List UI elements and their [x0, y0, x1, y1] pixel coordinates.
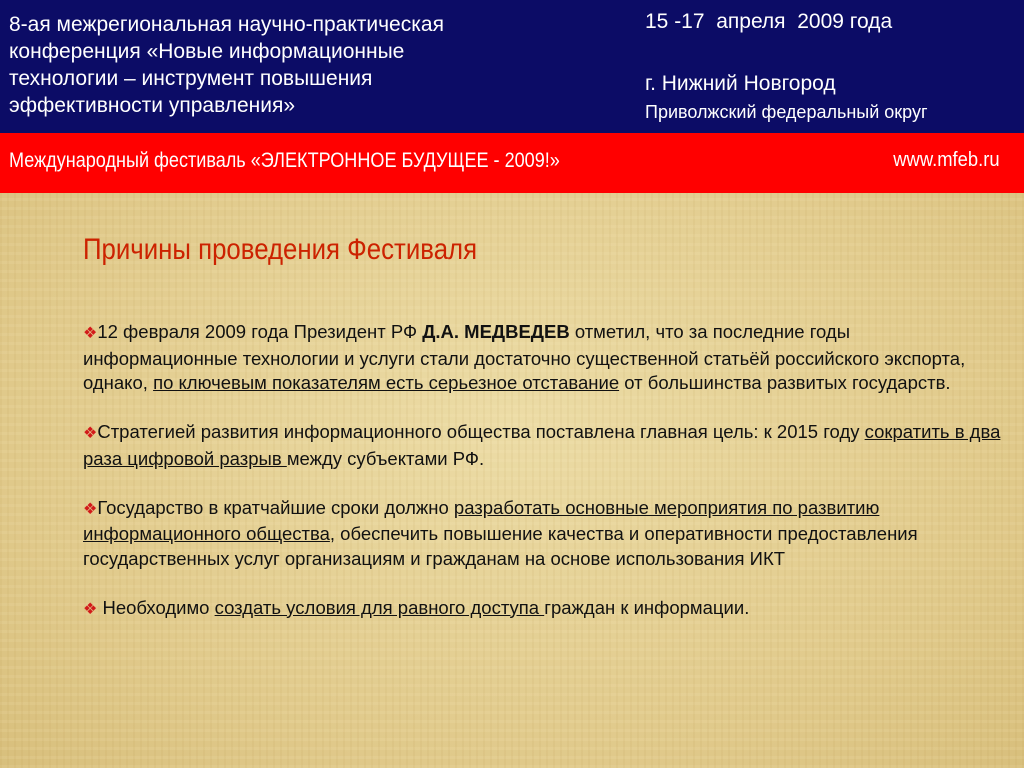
bullet-item: [83, 596, 1003, 623]
bullet-text: 12 февраля 2009 года Президент РФ: [97, 321, 423, 342]
conference-title-line: конференция «Новые информационные: [9, 40, 405, 63]
slide-title: Причины проведения Фестиваля: [83, 233, 478, 266]
underlined-phrase: создать условия для равного доступа: [214, 596, 545, 618]
conference-city: г. Нижний Новгород: [645, 72, 836, 95]
conference-title-line: эффективности управления»: [9, 94, 296, 117]
bullet-text: Необходимо: [97, 596, 215, 618]
conference-title-line: 8-ая межрегиональная научно-практическая: [9, 13, 444, 36]
bullet-item: [83, 420, 1003, 471]
conference-date: 15 -17 апреля 2009 года: [645, 10, 893, 33]
website-link[interactable]: www.mfeb.ru: [893, 149, 1000, 171]
diamond-bullet-icon: ❖: [83, 425, 98, 442]
bullet-text: Государство в кратчайшие сроки должно: [97, 496, 454, 518]
bullet-text: от большинства развитых государств.: [619, 372, 951, 393]
conference-title: [9, 11, 569, 119]
underlined-phrase: по ключевым показателям есть серьезное отставание: [153, 372, 620, 393]
diamond-bullet-icon: ❖: [83, 325, 98, 342]
federal-district: Приволжский федеральный округ: [645, 102, 928, 122]
header-bar: [0, 0, 1024, 133]
bullet-item: [83, 320, 1003, 396]
president-name: Д.А. МЕДВЕДЕВ: [422, 321, 570, 342]
bullet-text: отметил, что за последние годы информационные технологии и услуги стали достаточно существенной статьёй российского экспорта, однако,: [83, 321, 966, 393]
bullet-text: Стратегией развития информационного общества поставлена главная цель: к 2015 году: [97, 421, 865, 442]
bullet-text: , обеспечить повышение качества и оперативности предоставления государственных услуг организациям и гражданам на основе использования ИКТ: [83, 523, 918, 569]
festival-banner: [0, 133, 1024, 193]
diamond-bullet-icon: ❖: [83, 600, 98, 618]
bullet-text: граждан к информации.: [544, 596, 750, 618]
underlined-phrase: разработать основные мероприятия по развитию информационного общества: [83, 496, 880, 544]
bullet-text: между субъектами РФ.: [286, 447, 485, 469]
festival-name: Международный фестиваль «ЭЛЕКТРОННОЕ БУДУЩЕЕ - 2009!»: [9, 149, 560, 172]
conference-title-line: технологии – инструмент повышения: [9, 67, 373, 90]
bullet-list: [83, 320, 1003, 622]
diamond-bullet-icon: ❖: [83, 500, 98, 518]
slide-content: [0, 193, 1024, 768]
underlined-phrase: сократить в два раза цифровой разрыв: [83, 421, 1001, 469]
bullet-item: [83, 496, 1003, 572]
